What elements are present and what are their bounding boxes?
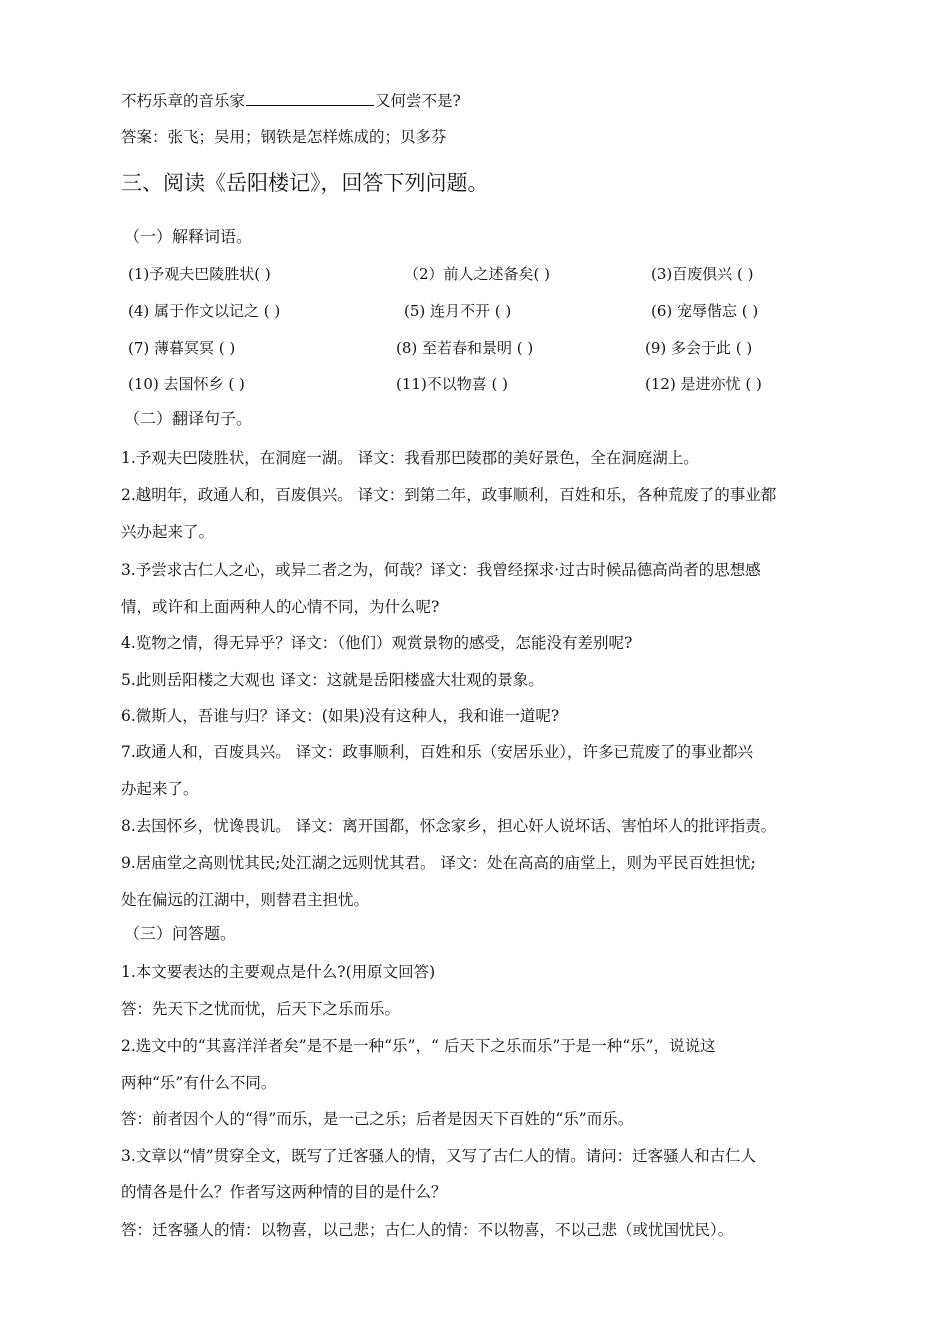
vocab-item: (7) 薄暮冥冥 ( ) — [128, 339, 236, 357]
translation-line: 4.览物之情，得无异乎？译文：（他们）观赏景物的感受，怎能没有差别呢? — [121, 634, 633, 652]
vocab-item: (10) 去国怀乡 ( ) — [128, 375, 245, 393]
translation-line: 7.政通人和，百废具兴。 译文：政事顺利，百姓和乐（安居乐业），许多已荒废了的事业都兴 — [121, 743, 753, 761]
translation-line: 处在偏远的江湖中，则替君主担忧。 — [121, 891, 370, 909]
translation-line: 办起来了。 — [121, 780, 199, 798]
translation-line: 情，或许和上面两种人的心情不同，为什么呢? — [121, 598, 440, 616]
vocab-item: (5) 连月不开 ( ) — [404, 302, 512, 320]
answer-line: 答案：张飞；吴用；钢铁是怎样炼成的；贝多芬 — [121, 128, 447, 146]
qa-line: 答：迁客骚人的情：以物喜，以己悲；古仁人的情：不以物喜，不以己悲（或忧国忧民）。 — [121, 1221, 734, 1239]
vocab-item: (4) 属于作文以记之 ( ) — [128, 302, 281, 320]
part3-title: （三）问答题。 — [124, 924, 237, 943]
vocab-item: (12) 是进亦忧 ( ) — [645, 375, 762, 393]
qa-line: 答：前者因个人的“得”而乐，是一己之乐；后者是因天下百姓的“乐”而乐。 — [121, 1110, 634, 1128]
vocab-item: (1)予观夫巴陵胜状( ) — [128, 265, 271, 283]
answer-blank — [246, 91, 374, 106]
translation-line: 8.去国怀乡，忧谗畏讥。 译文：离开国都，怀念家乡，担心奸人说坏话、害怕坏人的批评指责。 — [121, 817, 777, 835]
qa-line: 3.文章以“情”贯穿全文，既写了迁客骚人的情，又写了古仁人的情。请问：迁客骚人和古仁人 — [121, 1147, 757, 1165]
qa-line: 1.本文要表达的主要观点是什么?(用原文回答) — [121, 963, 436, 981]
translation-line: 9.居庙堂之高则忧其民;处江湖之远则忧其君。 译文：处在高高的庙堂上，则为平民百姓担忧; — [121, 854, 756, 872]
vocab-item: （2）前人之述备矣( ) — [404, 265, 551, 283]
vocab-item: (3)百废俱兴 ( ) — [651, 265, 754, 283]
part2-title: （二）翻译句子。 — [124, 409, 253, 428]
vocab-item: (9) 多会于此 ( ) — [645, 339, 753, 357]
musician-line — [121, 91, 461, 111]
vocab-item: (11)不以物喜 ( ) — [396, 375, 509, 393]
translation-line: 6.微斯人，吾谁与归？译文：(如果)没有这种人，我和谁一道呢? — [121, 707, 560, 725]
vocab-item: (8) 至若春和景明 ( ) — [396, 339, 534, 357]
translation-line: 兴办起来了。 — [121, 523, 215, 541]
part1-title: （一）解释词语。 — [124, 227, 253, 246]
section-heading: 三、阅读《岳阳楼记》，回答下列问题。 — [121, 171, 489, 195]
translation-line: 1.予观夫巴陵胜状，在洞庭一湖。 译文：我看那巴陵郡的美好景色，全在洞庭湖上。 — [121, 449, 699, 467]
qa-line: 2.选文中的“其喜洋洋者矣”是不是一种“乐”，“ 后天下之乐而乐”于是一种“乐”，说说这 — [121, 1037, 716, 1055]
qa-line: 的情各是什么？作者写这两种情的目的是什么？ — [121, 1183, 447, 1201]
translation-line: 3.予尝求古仁人之心，或异二者之为，何哉？译文：我曾经探求·过古时候品德高尚者的思想感 — [121, 561, 761, 579]
qa-line: 答：先天下之忧而忧，后天下之乐而乐。 — [121, 1000, 401, 1018]
translation-line: 5.此则岳阳楼之大观也 译文：这就是岳阳楼盛大壮观的景象。 — [121, 671, 544, 689]
musician-line-tail: 又何尝不是? — [375, 92, 461, 110]
vocab-item: (6) 宠辱偕忘 ( ) — [651, 302, 759, 320]
translation-line: 2.越明年，政通人和，百废俱兴。 译文：到第二年，政事顺利，百姓和乐，各种荒废了的事业都 — [121, 486, 777, 504]
qa-line: 两种“乐”有什么不同。 — [121, 1074, 277, 1092]
musician-line-text: 不朽乐章的音乐家 — [121, 92, 246, 110]
